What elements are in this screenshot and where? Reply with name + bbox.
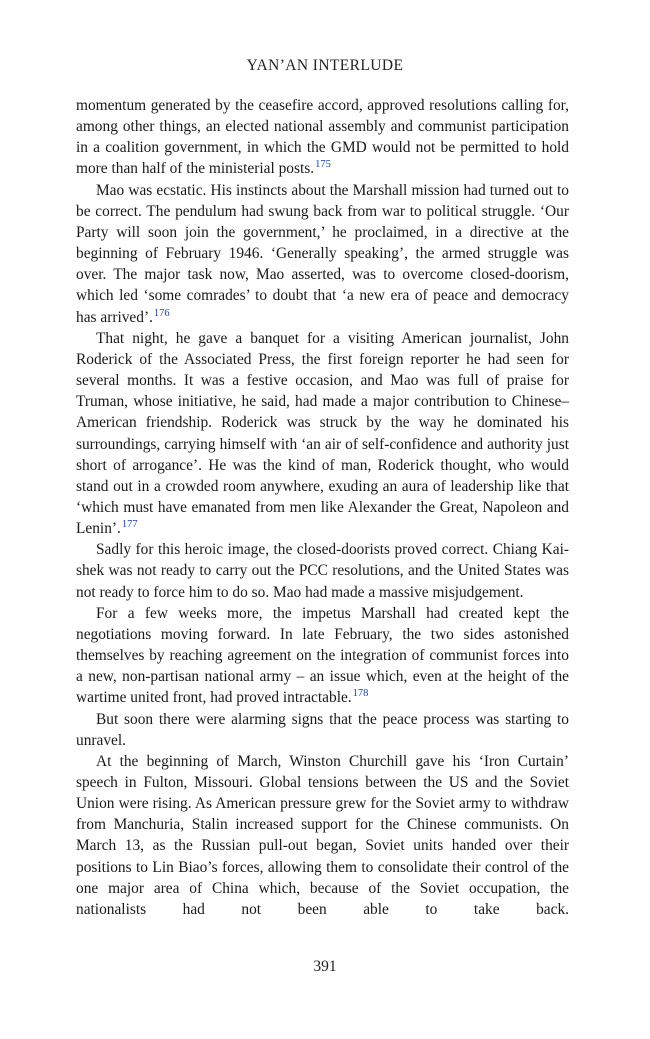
paragraph-text: For a few weeks more, the impetus Marshall had created kept the negotiations moving forward. In late February, the two sides astonished themselves by reaching agreement on the integration of communist forces into a new, non-partisan national army – an issue which, even at the height of the wartime united front, had proved intractable. <box>76 604 569 707</box>
paragraph-text: Mao was ecstatic. His instincts about the Marshall mission had turned out to be correct. The pendulum had swung back from war to political struggle. ‘Our Party will soon join the government,’ he proclaimed, in a directive at the beginning of February 1946. ‘Generally speaking’, the armed struggle was over. The major task now, Mao asserted, was to overcome closed-doorism, which led ‘some comrades’ to doubt that ‘a new era of peace and democracy has arrived’. <box>76 181 569 326</box>
paragraph-text: But soon there were alarming signs that the peace process was starting to unravel. <box>76 710 569 749</box>
paragraph <box>76 603 569 709</box>
paragraph-text: That night, he gave a banquet for a visiting American journalist, John Roderick of the Associated Press, the first foreign reporter he had seen for several months. It was a festive occasion, and Mao was full of praise for Truman, whose initiative, he said, had made a major contribution to Chinese–American friendship. Roderick was struck by the way he dominated his surroundings, carrying himself with ‘an air of self-confidence and authority just short of arrogance’. He was the kind of man, Roderick thought, who would stand out in a crowded room anywhere, exuding an aura of leadership like that ‘which must have emanated from men like Alexander the Great, Napoleon and Lenin’. <box>76 329 569 538</box>
paragraph <box>76 180 569 328</box>
footnote-reference-175[interactable]: 175 <box>315 159 331 171</box>
paragraph <box>76 751 569 920</box>
paragraph-text: At the beginning of March, Winston Churchill gave his ‘Iron Curtain’ speech in Fulton, Missouri. Global tensions between the US and the Soviet Union were rising. As American pressure grew for the Soviet army to withdraw from Manchuria, Stalin increased support for the Chinese communists. On March 13, as the Russian pull-out began, Soviet units handed over their positions to Lin Biao’s forces, allowing them to consolidate their control of the one major area of China which, because of the Soviet occupation, the nationalists had not been able to take back. <box>76 752 569 918</box>
page-number: 391 <box>313 958 337 975</box>
footnote-reference-176[interactable]: 176 <box>153 307 170 319</box>
paragraph <box>76 539 569 602</box>
paragraph-text: momentum generated by the ceasefire accord, approved resolutions calling for, among other things, an elected national assembly and communist participation in a coalition government, in which the GMD would not be permitted to hold more than half of the ministerial posts. <box>76 97 569 178</box>
paragraph-continuation <box>76 95 569 180</box>
paragraph <box>76 709 569 751</box>
footnote-reference-177[interactable]: 177 <box>121 519 138 531</box>
footnote-reference-178[interactable]: 178 <box>352 688 369 700</box>
running-head: YAN’AN INTERLUDE <box>246 57 404 74</box>
paragraph-text: Sadly for this heroic image, the closed-doorists proved correct. Chiang Kai-shek was not ready to carry out the PCC resolutions, and the United States was not ready to force him to do so. Mao had made a massive misjudgement. <box>76 541 569 601</box>
paragraph <box>76 328 569 540</box>
body-text <box>76 95 569 920</box>
